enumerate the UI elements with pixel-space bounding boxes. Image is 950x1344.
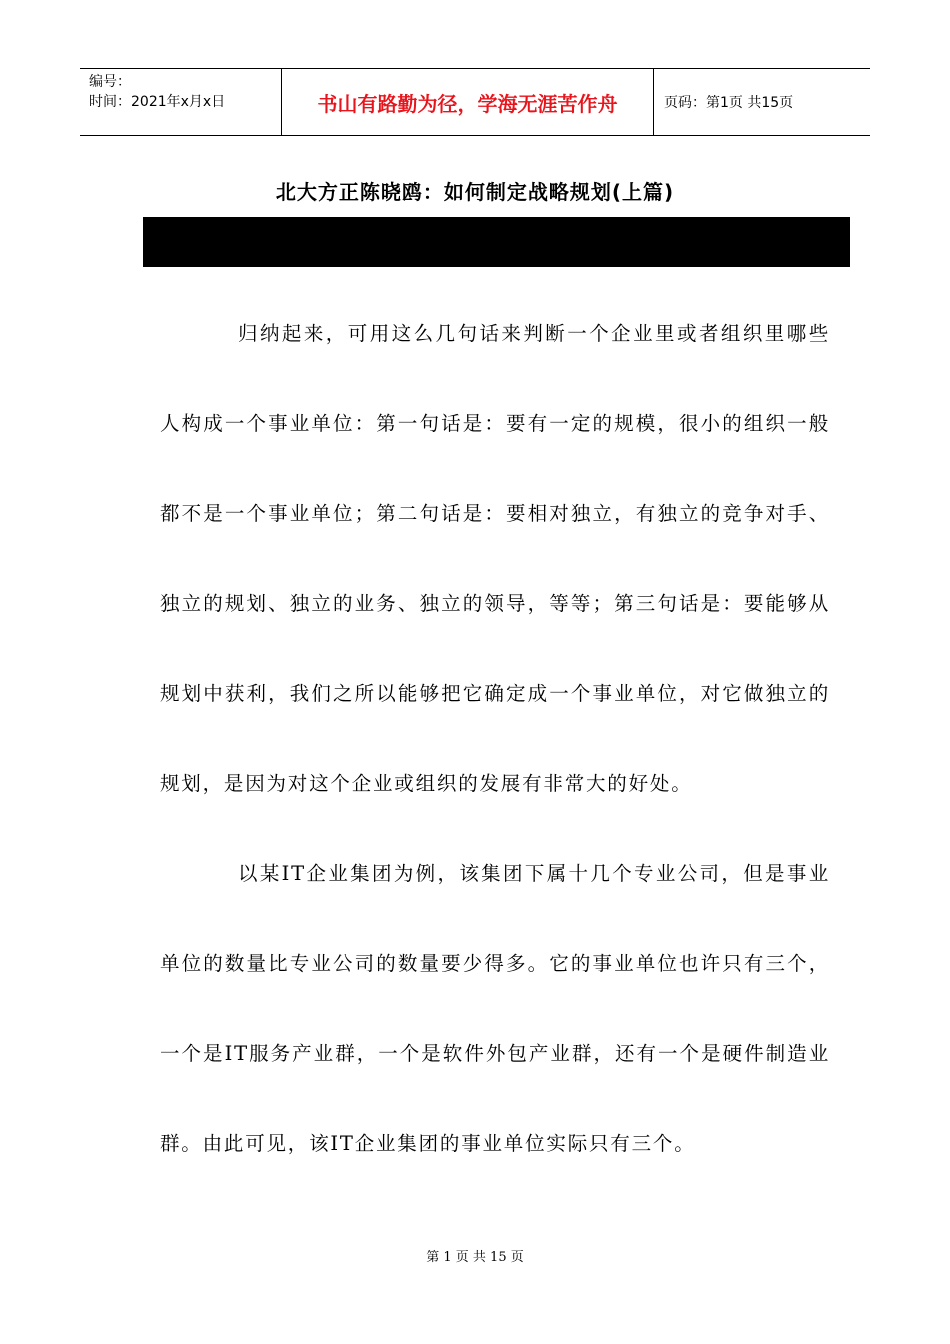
number-label: 编号： <box>89 74 131 90</box>
header-table <box>80 68 870 136</box>
time-label: 时间：2021年x月x日 <box>89 94 226 110</box>
redaction-bar <box>143 217 850 267</box>
paragraph: 归纳起来，可用这么几句话来判断一个企业里或者组织里哪些人构成一个事业单位：第一句话是：要有一定的规模，很小的组织一般都不是一个事业单位；第二句话是：要相对独立，有独立的竞争对手、独立的规划、独立的业务、独立的领导，等等；第三句话是：要能够从规划中获利，我们之所以能够把它确定成一个事业单位，对它做独立的规划，是因为对这个企业或组织的发展有非常大的好处。 <box>160 322 830 795</box>
document-title: 北大方正陈晓鸥：如何制定战略规划(上篇) <box>275 180 675 204</box>
motto-text: 书山有路勤为径，学海无涯苦作舟 <box>317 91 618 116</box>
page-info-cell <box>654 69 870 135</box>
document-body <box>160 289 830 1189</box>
header-meta-cell <box>80 69 281 135</box>
page-info-text: 页码：第1页 共15页 <box>664 95 794 111</box>
motto-cell <box>281 69 654 135</box>
page-footer: 第 1 页 共 15 页 <box>426 1250 524 1265</box>
paragraph: 以某IT企业集团为例，该集团下属十几个专业公司，但是事业单位的数量比专业公司的数量要少得多。它的事业单位也许只有三个，一个是IT服务产业群，一个是软件外包产业群，还有一个是硬件制造业群。由此可见，该IT企业集团的事业单位实际只有三个。 <box>160 862 830 1155</box>
